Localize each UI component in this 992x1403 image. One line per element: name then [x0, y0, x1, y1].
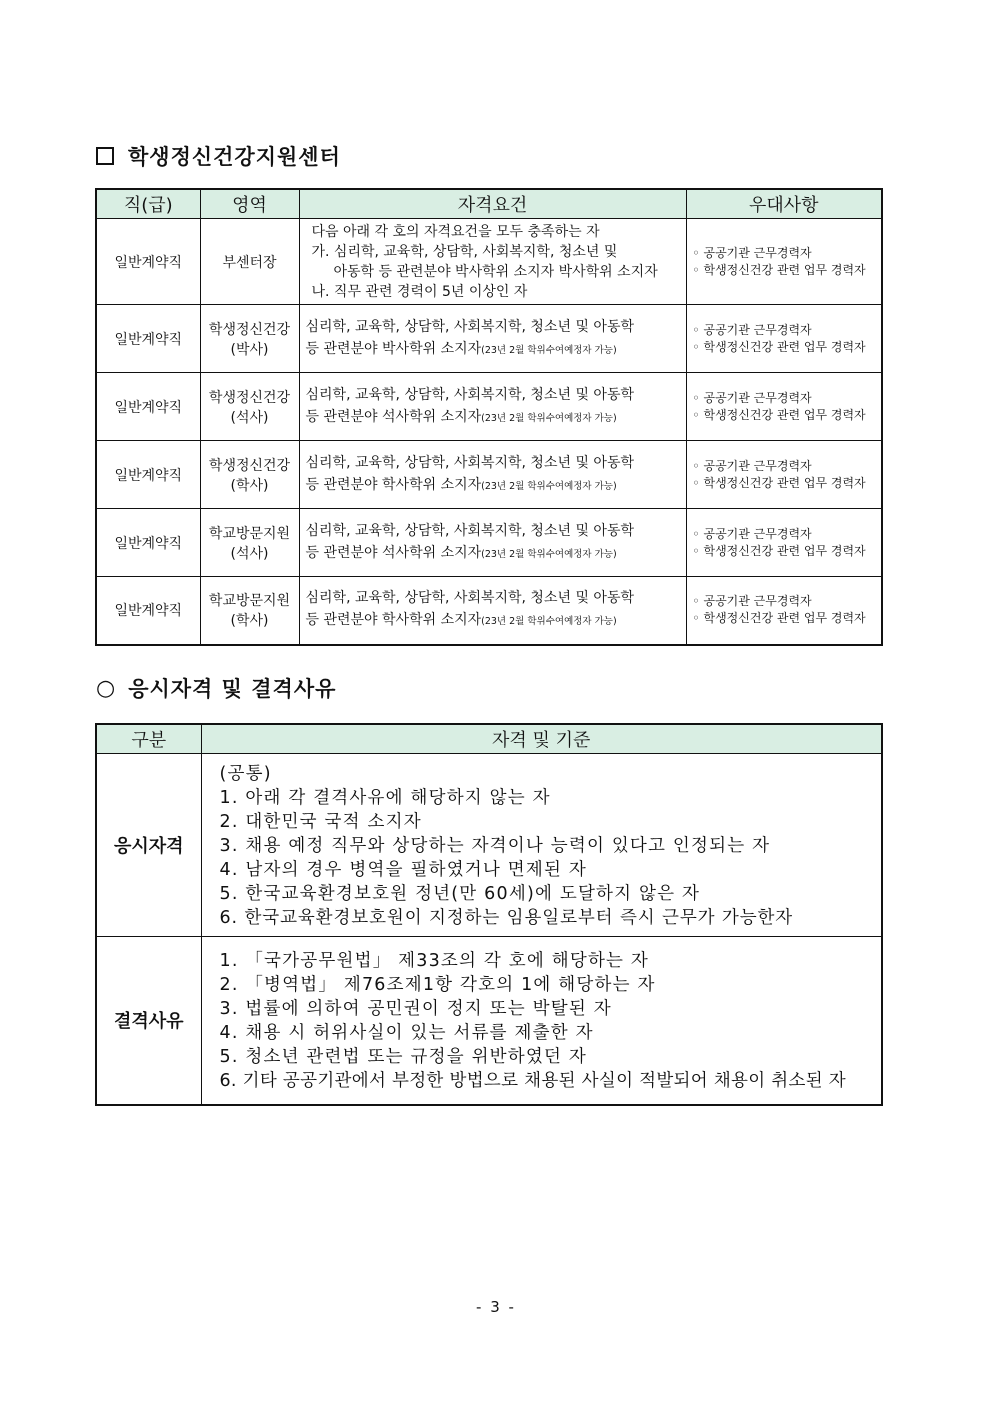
list-item: 6. 기타 공공기관에서 부정한 방법으로 채용된 사실이 적발되어 채용이 취소된 자: [219, 1071, 846, 1092]
disqualification-label: 결격사유: [96, 937, 201, 1105]
requirements-cell: 심리학, 교육학, 상담학, 사회복지학, 청소년 및 아동학 등 관련분야 박사학위 소지자(23년 2월 학위수여예정자 가능): [299, 305, 686, 373]
table-row: [96, 441, 882, 509]
square-bullet-icon: [96, 147, 114, 165]
table-row: [96, 373, 882, 441]
table-header-row: [96, 189, 882, 219]
page-number: - 3 -: [476, 1298, 516, 1316]
list-item: ◦ 공공기관 근무경력자: [693, 245, 876, 262]
list-item: ◦ 공공기관 근무경력자: [693, 390, 876, 407]
header-criteria: 자격 및 기준: [201, 724, 882, 754]
table-row: [96, 577, 882, 645]
requirements-cell: 심리학, 교육학, 상담학, 사회복지학, 청소년 및 아동학 등 관련분야 석사학위 소지자(23년 2월 학위수여예정자 가능): [299, 509, 686, 577]
list-item: 1. 「국가공무원법」 제33조의 각 호에 해당하는 자: [219, 951, 650, 972]
list-item: 2. 대한민국 국적 소지자: [219, 812, 422, 832]
requirements-cell: 심리학, 교육학, 상담학, 사회복지학, 청소년 및 아동학 등 관련분야 석사학위 소지자(23년 2월 학위수여예정자 가능): [299, 373, 686, 441]
header-category: 구분: [96, 724, 201, 754]
area-cell: 학교방문지원 (석사): [200, 509, 299, 577]
list-item: 5. 청소년 관련법 또는 규정을 위반하였던 자: [219, 1047, 587, 1068]
grade-cell: 일반계약직: [96, 577, 200, 645]
preference-cell: [686, 577, 882, 645]
table-row: [96, 937, 882, 1105]
list-item: ◦ 학생정신건강 관련 업무 경력자: [693, 262, 876, 279]
requirements-cell: 다음 아래 각 호의 자격요건을 모두 충족하는 자 가. 심리학, 교육학, 상담학, 사회복지학, 청소년 및 아동학 등 관련분야 박사학위 소지자 박사학위 소지자 나. 직무 관련 경력이 5년 이상인 자: [299, 219, 686, 305]
list-item: 1. 아래 각 결격사유에 해당하지 않는 자: [219, 788, 551, 808]
disqualification-criteria: [201, 937, 882, 1105]
requirements-cell: 심리학, 교육학, 상담학, 사회복지학, 청소년 및 아동학 등 관련분야 학사학위 소지자(23년 2월 학위수여예정자 가능): [299, 441, 686, 509]
preference-cell: [686, 305, 882, 373]
preference-cell: [686, 373, 882, 441]
requirements-cell: 심리학, 교육학, 상담학, 사회복지학, 청소년 및 아동학 등 관련분야 학사학위 소지자(23년 2월 학위수여예정자 가능): [299, 577, 686, 645]
header-grade: 직(급): [96, 189, 200, 219]
preference-cell: [686, 509, 882, 577]
grade-cell: 일반계약직: [96, 441, 200, 509]
grade-cell: 일반계약직: [96, 305, 200, 373]
grade-cell: 일반계약직: [96, 219, 200, 305]
list-item: 6. 한국교육환경보호원이 지정하는 임용일로부터 즉시 근무가 가능한자: [219, 908, 794, 928]
eligibility-table: [95, 723, 883, 1106]
table-row: [96, 754, 882, 937]
area-cell: 학생정신건강 (석사): [200, 373, 299, 441]
eligibility-label: 응시자격: [96, 754, 201, 937]
list-item: ◦ 학생정신건강 관련 업무 경력자: [693, 543, 876, 560]
table-header-row: [96, 724, 882, 754]
grade-cell: 일반계약직: [96, 509, 200, 577]
area-cell: 학교방문지원 (학사): [200, 577, 299, 645]
section-heading-eligibility: [96, 673, 336, 703]
list-item: 4. 채용 시 허위사실이 있는 서류를 제출한 자: [219, 1023, 594, 1044]
list-item: 4. 남자의 경우 병역을 필하였거나 면제된 자: [219, 860, 587, 880]
preference-cell: [686, 441, 882, 509]
list-item: ◦ 학생정신건강 관련 업무 경력자: [693, 610, 876, 627]
area-cell: 학생정신건강 (학사): [200, 441, 299, 509]
table-row: [96, 219, 882, 305]
area-cell: 학생정신건강 (박사): [200, 305, 299, 373]
list-item: ◦ 공공기관 근무경력자: [693, 458, 876, 475]
section-title: 학생정신건강지원센터: [128, 145, 341, 169]
table-row: [96, 305, 882, 373]
circle-bullet-icon: ○: [96, 675, 117, 701]
header-area: 영역: [200, 189, 299, 219]
list-item: 3. 채용 예정 직무와 상당하는 자격이나 능력이 있다고 인정되는 자: [219, 836, 771, 856]
preference-cell: [686, 219, 882, 305]
eligibility-criteria: [201, 754, 882, 937]
list-item: 5. 한국교육환경보호원 정년(만 60세)에 도달하지 않은 자: [219, 884, 701, 904]
table-row: [96, 509, 882, 577]
list-item: ◦ 공공기관 근무경력자: [693, 593, 876, 610]
list-item: (공통): [219, 764, 272, 784]
list-item: 3. 법률에 의하여 공민권이 정지 또는 박탈된 자: [219, 999, 612, 1020]
list-item: ◦ 공공기관 근무경력자: [693, 322, 876, 339]
section-heading-mental-health-center: [96, 141, 341, 171]
list-item: 2. 「병역법」 제76조제1항 각호의 1에 해당하는 자: [219, 975, 656, 996]
area-cell: 부센터장: [200, 219, 299, 305]
list-item: ◦ 학생정신건강 관련 업무 경력자: [693, 475, 876, 492]
header-requirements: 자격요건: [299, 189, 686, 219]
section-title: 응시자격 및 결격사유: [128, 677, 337, 701]
header-preference: 우대사항: [686, 189, 882, 219]
positions-table: [95, 188, 883, 646]
grade-cell: 일반계약직: [96, 373, 200, 441]
list-item: ◦ 학생정신건강 관련 업무 경력자: [693, 407, 876, 424]
list-item: ◦ 학생정신건강 관련 업무 경력자: [693, 339, 876, 356]
list-item: ◦ 공공기관 근무경력자: [693, 526, 876, 543]
